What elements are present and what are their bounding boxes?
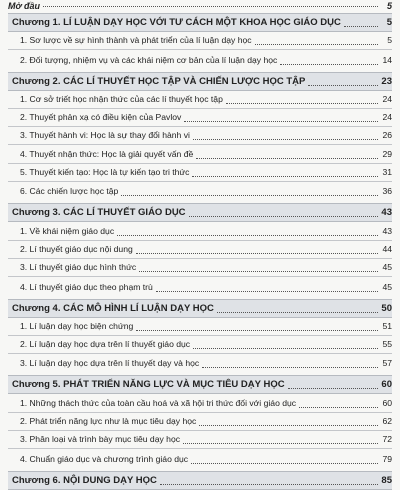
section-label: 2. Đối tượng, nhiệm vụ và các khái niệm cơ bản của lí luận dạy học	[20, 54, 278, 65]
section-row	[8, 91, 392, 109]
dot-leader	[344, 26, 378, 27]
dot-leader	[199, 425, 378, 426]
section-label: 2. Lí thuyết giáo dục nội dung	[20, 243, 133, 254]
section-row	[8, 336, 392, 354]
section-label: 1. Sơ lược về sự hình thành và phát triển của lí luận dạy học	[20, 35, 252, 46]
section-label: 2. Phát triển năng lực như là mục tiêu dạy học	[20, 416, 197, 427]
dot-leader	[183, 443, 378, 444]
section-label: 1. Những thách thức của toàn cầu hoá và xã hội tri thức đối với giáo dục	[20, 397, 297, 408]
dot-leader	[184, 121, 378, 122]
section-page: 72	[382, 434, 392, 445]
dot-leader	[192, 176, 378, 177]
dot-leader	[226, 103, 378, 104]
dot-leader	[217, 312, 378, 313]
chapter-title: Chương 2. CÁC LÍ THUYẾT HỌC TẬP VÀ CHIẾN LƯỢC HỌC TẬP	[12, 75, 306, 87]
chapter-page: 5	[386, 17, 392, 28]
section-label: 1. Cơ sở triết học nhận thức của các lí thuyết học tập	[20, 93, 223, 104]
section-page: 14	[382, 54, 392, 65]
chapter-page: 43	[381, 207, 392, 219]
chapter-2	[8, 72, 392, 201]
section-label: 3. Thuyết hành vi: Học là sự thay đổi hành vi	[20, 130, 190, 141]
section-page: 45	[382, 281, 392, 292]
section-label: 1. Về khái niệm giáo dục	[20, 225, 115, 236]
section-row	[8, 394, 392, 412]
section-page: 36	[382, 186, 392, 197]
section-page: 43	[382, 225, 392, 236]
dot-leader	[160, 484, 378, 485]
section-page: 60	[382, 397, 392, 408]
section-label: 4. Thuyết nhận thức: Học là giải quyết vấn đề	[20, 148, 194, 159]
section-page: 31	[382, 167, 392, 178]
section-label: 1. Lí luận dạy học biện chứng	[20, 320, 134, 331]
chapter-page: 85	[381, 474, 392, 486]
dot-leader	[156, 291, 378, 292]
dot-leader	[193, 139, 378, 140]
section-row	[8, 354, 392, 372]
section-page: 55	[382, 339, 392, 350]
dot-leader	[191, 463, 378, 464]
section-row	[8, 222, 392, 240]
section-label: 5. Thuyết kiến tạo: Học là tự kiến tạo tri thức	[20, 167, 190, 178]
dot-leader	[196, 158, 378, 159]
chapter-title: Chương 4. CÁC MÔ HÌNH LÍ LUẬN DẠY HỌC	[12, 302, 214, 314]
dot-leader	[43, 6, 378, 7]
intro-row	[8, 1, 392, 11]
section-page: 51	[382, 320, 392, 331]
chapter-title: Chương 3. CÁC LÍ THUYẾT GIÁO DỤC	[12, 207, 186, 219]
section-row	[8, 431, 392, 449]
chapter-title-row	[8, 72, 392, 91]
dot-leader	[288, 388, 378, 389]
dot-leader	[189, 216, 378, 217]
dot-leader	[136, 253, 378, 254]
chapter-title-row	[8, 13, 392, 32]
section-page: 57	[382, 358, 392, 369]
chapter-3	[8, 203, 392, 295]
chapter-title: Chương 1. LÍ LUẬN DẠY HỌC VỚI TƯ CÁCH MỘT KHOA HỌC GIÁO DỤC	[12, 17, 341, 28]
section-label: 4. Lí thuyết giáo dục theo phạm trù	[20, 281, 153, 292]
dot-leader	[202, 367, 378, 368]
chapter-page: 23	[381, 75, 392, 87]
chapter-page: 50	[381, 302, 392, 314]
chapter-6	[8, 471, 392, 490]
section-page: 62	[382, 416, 392, 427]
section-page: 26	[382, 130, 392, 141]
section-page: 5	[387, 35, 392, 46]
section-page: 45	[382, 262, 392, 273]
section-page: 24	[382, 93, 392, 104]
chapter-title-row	[8, 375, 392, 394]
chapter-4	[8, 299, 392, 373]
section-label: 2. Thuyết phản xạ có điều kiện của Pavlov	[20, 112, 182, 123]
section-row	[8, 318, 392, 336]
chapter-title-row	[8, 299, 392, 318]
section-label: 3. Lí thuyết giáo dục hình thức	[20, 262, 137, 273]
section-label: 3. Lí luận dạy học dựa trên lí thuyết dạy và học	[20, 358, 200, 369]
section-row	[8, 449, 392, 467]
section-page: 29	[382, 148, 392, 159]
dot-leader	[139, 271, 378, 272]
intro-page: 5	[386, 1, 392, 11]
chapter-title-row	[8, 203, 392, 222]
section-row	[8, 32, 392, 50]
chapter-title: Chương 6. NỘI DUNG DẠY HỌC	[12, 474, 157, 486]
dot-leader	[280, 64, 378, 65]
chapter-title: Chương 5. PHÁT TRIỂN NĂNG LỰC VÀ MỤC TIÊU DẠY HỌC	[12, 379, 285, 391]
section-label: 4. Chuẩn giáo dục và chương trình giáo dục	[20, 453, 189, 464]
dot-leader	[255, 44, 378, 45]
section-row	[8, 145, 392, 163]
section-page: 44	[382, 243, 392, 254]
section-row	[8, 50, 392, 68]
dot-leader	[136, 330, 378, 331]
dot-leader	[299, 407, 378, 408]
dot-leader	[308, 85, 378, 86]
section-page: 79	[382, 453, 392, 464]
dot-leader	[121, 195, 378, 196]
chapter-5	[8, 375, 392, 467]
section-page: 24	[382, 112, 392, 123]
dot-leader	[117, 235, 378, 236]
dot-leader	[193, 348, 378, 349]
chapter-1	[8, 13, 392, 69]
section-row	[8, 182, 392, 200]
section-row	[8, 277, 392, 295]
chapter-page: 60	[381, 379, 392, 391]
section-row	[8, 259, 392, 277]
section-row	[8, 109, 392, 127]
section-row	[8, 127, 392, 145]
intro-label: Mở đầu	[8, 1, 41, 11]
section-row	[8, 413, 392, 431]
section-label: 6. Các chiến lược học tập	[20, 186, 119, 197]
section-label: 2. Lí luận dạy học dựa trên lí thuyết giáo dục	[20, 339, 191, 350]
section-row	[8, 241, 392, 259]
section-row	[8, 164, 392, 182]
section-label: 3. Phân loại và trình bày mục tiêu dạy học	[20, 434, 181, 445]
chapter-title-row	[8, 471, 392, 490]
